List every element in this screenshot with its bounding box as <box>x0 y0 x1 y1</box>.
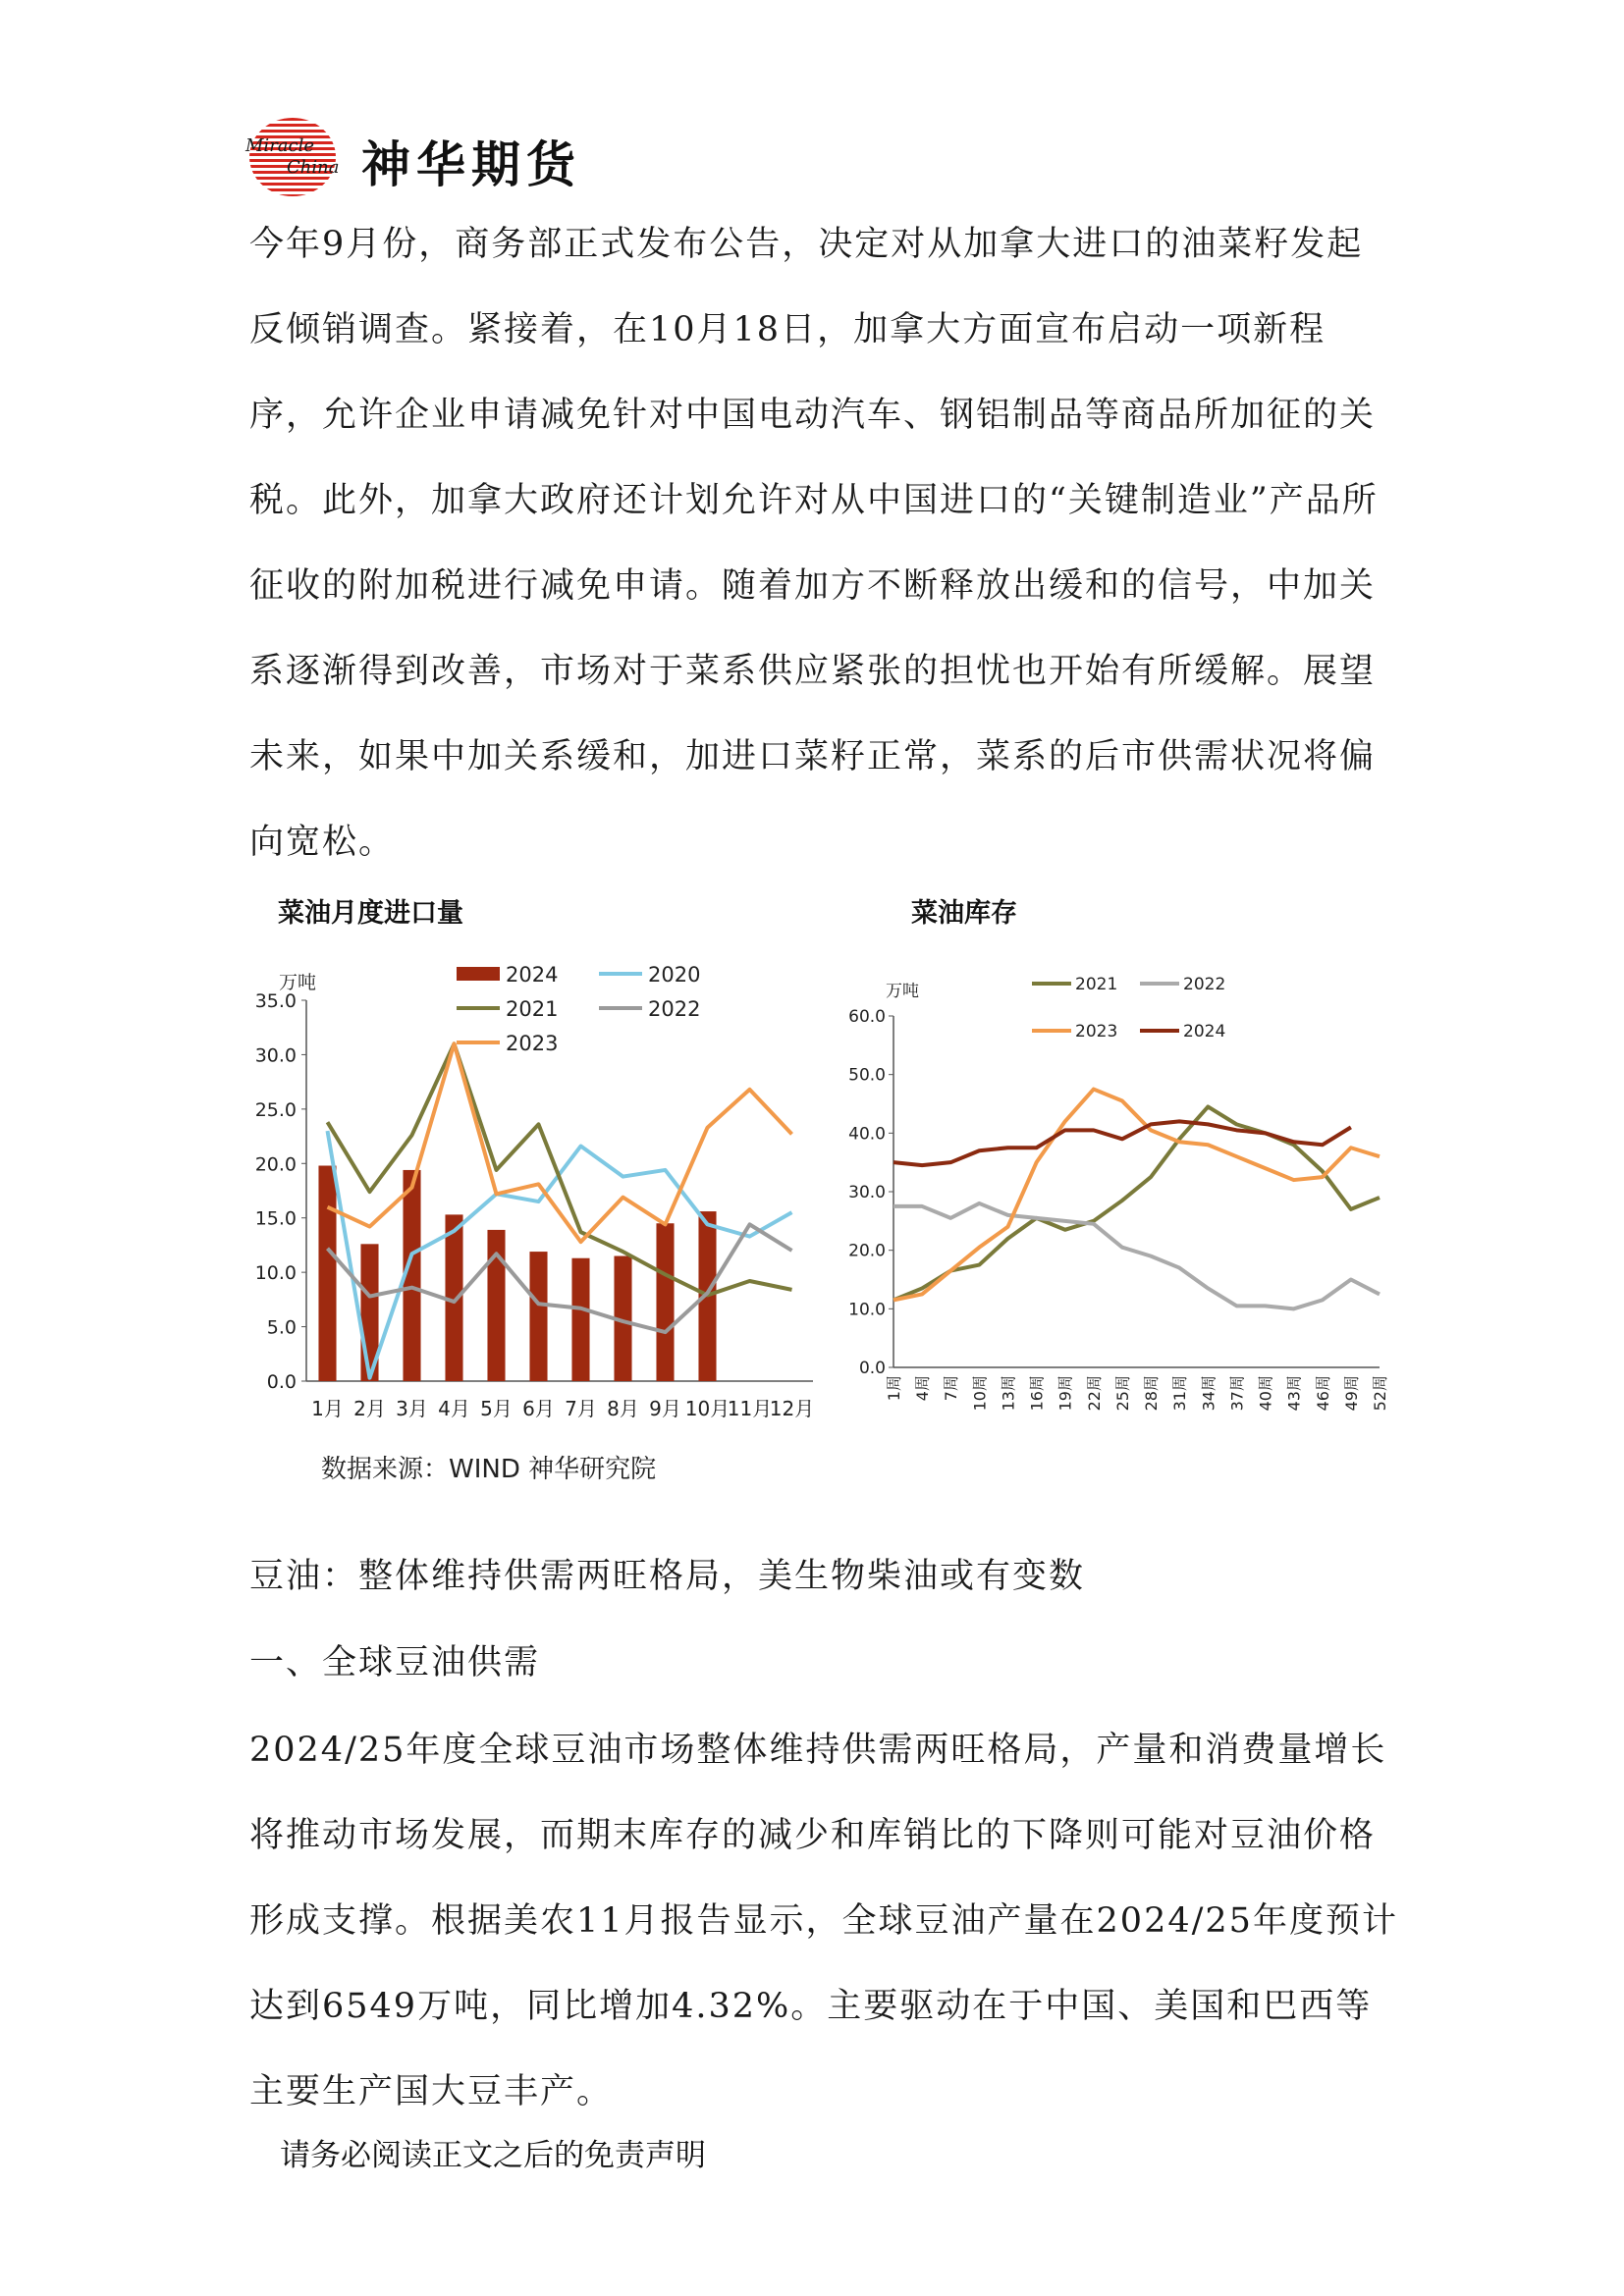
line-series-2024 <box>893 1121 1351 1165</box>
legend-label-2021: 2021 <box>1075 975 1118 994</box>
x-tick-label: 46周 <box>1313 1375 1332 1412</box>
y-tick-label: 20.0 <box>254 1153 297 1176</box>
x-tick-label: 5月 <box>480 1397 513 1420</box>
x-tick-label: 34周 <box>1199 1375 1218 1412</box>
body-paragraph-rapeseed: 今年9月份，商务部正式发布公告，决定对从加拿大进口的油菜籽发起反倾销调查。紧接着，在10月18日，加拿大方面宣布启动一项新程序，允许企业申请减免针对中国电动汽车、钢铝制品等商品所加征的关税。此外，加拿大政府还计划允许对从中国进口的“关键制造业”产品所征收的附加税进行减免申请。随着加方不断释放出缓和的信号，中加关系逐渐得到改善，市场对于菜系供应紧张的担忧也开始有所缓解。展望未来，如果中加关系缓和，加进口菜籽正常，菜系的后市供需状况将偏向宽松。 <box>249 225 1379 862</box>
x-tick-label: 3月 <box>396 1397 428 1420</box>
body-paragraph-soybean-oil: 2024/25年度全球豆油市场整体维持供需两旺格局，产量和消费量增长将推动市场发展，而期末库存的减少和库销比的下降则可能对豆油价格形成支撑。根据美农11月报告显示，全球豆油产量在2024/25年度预计达到6549万吨，同比增加4.32%。主要驱动在于中国、美国和巴西等主要生产国大豆丰产。 <box>249 1731 1398 2111</box>
logo-text-en-miracle: Miracle <box>245 135 315 156</box>
bar-2024 <box>656 1223 674 1381</box>
line-series-2020 <box>328 1131 792 1378</box>
y-tick-label: 20.0 <box>848 1241 886 1261</box>
y-tick-label: 10.0 <box>848 1300 886 1320</box>
x-tick-label: 52周 <box>1371 1375 1389 1412</box>
x-tick-label: 28周 <box>1142 1375 1162 1412</box>
y-unit-label: 万吨 <box>886 982 919 1001</box>
x-tick-label: 8月 <box>607 1397 639 1420</box>
legend-label-2021: 2021 <box>506 997 559 1021</box>
company-logo <box>245 116 599 204</box>
y-tick-label: 30.0 <box>254 1044 297 1067</box>
line-series-2021 <box>893 1106 1380 1300</box>
subheading-global-soybean-oil: 一、全球豆油供需 <box>249 1643 541 1682</box>
x-tick-label: 11月 <box>727 1397 773 1420</box>
section-heading-soybean-oil: 豆油：整体维持供需两旺格局，美生物柴油或有变数 <box>249 1557 1086 1596</box>
logo-company-name: 神华期货 <box>361 136 581 193</box>
x-tick-label: 40周 <box>1256 1375 1275 1412</box>
legend-label-2022: 2022 <box>1183 975 1226 994</box>
chart-rapeseed-oil-inventory <box>844 967 1394 1438</box>
x-tick-label: 2月 <box>353 1397 386 1420</box>
y-tick-label: 30.0 <box>848 1183 886 1202</box>
legend-label-2023: 2023 <box>506 1032 559 1055</box>
y-tick-label: 0.0 <box>266 1371 297 1393</box>
x-tick-label: 10周 <box>970 1375 990 1412</box>
x-tick-label: 4周 <box>913 1375 933 1402</box>
chart-title-rapeseed-oil-imports: 菜油月度进口量 <box>278 898 463 929</box>
x-tick-label: 6月 <box>522 1397 555 1420</box>
y-tick-label: 40.0 <box>848 1124 886 1145</box>
x-tick-label: 1月 <box>311 1397 344 1420</box>
bar-2024 <box>529 1252 547 1381</box>
legend-label-2020: 2020 <box>648 963 701 987</box>
legend-label-2024: 2024 <box>1183 1022 1226 1041</box>
x-tick-label: 49周 <box>1341 1375 1361 1412</box>
x-tick-label: 31周 <box>1170 1375 1190 1412</box>
y-tick-label: 15.0 <box>254 1207 297 1230</box>
legend-swatch-2024 <box>457 967 500 981</box>
y-tick-label: 0.0 <box>858 1359 886 1378</box>
logo-text-en-china: China <box>287 157 340 178</box>
y-tick-label: 35.0 <box>254 990 297 1012</box>
x-tick-label: 43周 <box>1284 1375 1304 1412</box>
data-source-note: 数据来源：WIND 神华研究院 <box>321 1455 657 1484</box>
bar-2024 <box>318 1166 336 1381</box>
legend-label-2023: 2023 <box>1075 1022 1118 1041</box>
legend-label-2024: 2024 <box>506 963 559 987</box>
x-tick-label: 9月 <box>649 1397 681 1420</box>
legend-label-2022: 2022 <box>648 997 701 1021</box>
x-tick-label: 37周 <box>1227 1375 1247 1412</box>
y-tick-label: 50.0 <box>848 1065 886 1086</box>
x-tick-label: 7周 <box>942 1375 961 1402</box>
x-tick-label: 22周 <box>1084 1375 1104 1412</box>
x-tick-label: 19周 <box>1056 1375 1075 1412</box>
line-series-2021 <box>328 1043 792 1295</box>
line-series-2023 <box>328 1043 792 1242</box>
y-tick-label: 25.0 <box>254 1098 297 1121</box>
chart-title-rapeseed-oil-inventory: 菜油库存 <box>911 898 1017 929</box>
x-tick-label: 13周 <box>999 1375 1018 1412</box>
line-series-2022 <box>328 1224 792 1332</box>
y-unit-label: 万吨 <box>279 972 317 993</box>
x-tick-label: 4月 <box>438 1397 470 1420</box>
x-tick-label: 25周 <box>1112 1375 1132 1412</box>
bar-2024 <box>571 1258 589 1381</box>
x-tick-label: 1周 <box>885 1375 903 1402</box>
x-tick-label: 16周 <box>1027 1375 1047 1412</box>
x-tick-label: 10月 <box>684 1397 731 1420</box>
y-tick-label: 10.0 <box>254 1262 297 1285</box>
chart-rapeseed-oil-monthly-imports <box>245 957 835 1428</box>
x-tick-label: 12月 <box>769 1397 815 1420</box>
y-tick-label: 60.0 <box>848 1007 886 1027</box>
x-tick-label: 7月 <box>565 1397 597 1420</box>
y-tick-label: 5.0 <box>266 1316 297 1339</box>
disclaimer-footer: 请务必阅读正文之后的免责声明 <box>280 2138 706 2173</box>
